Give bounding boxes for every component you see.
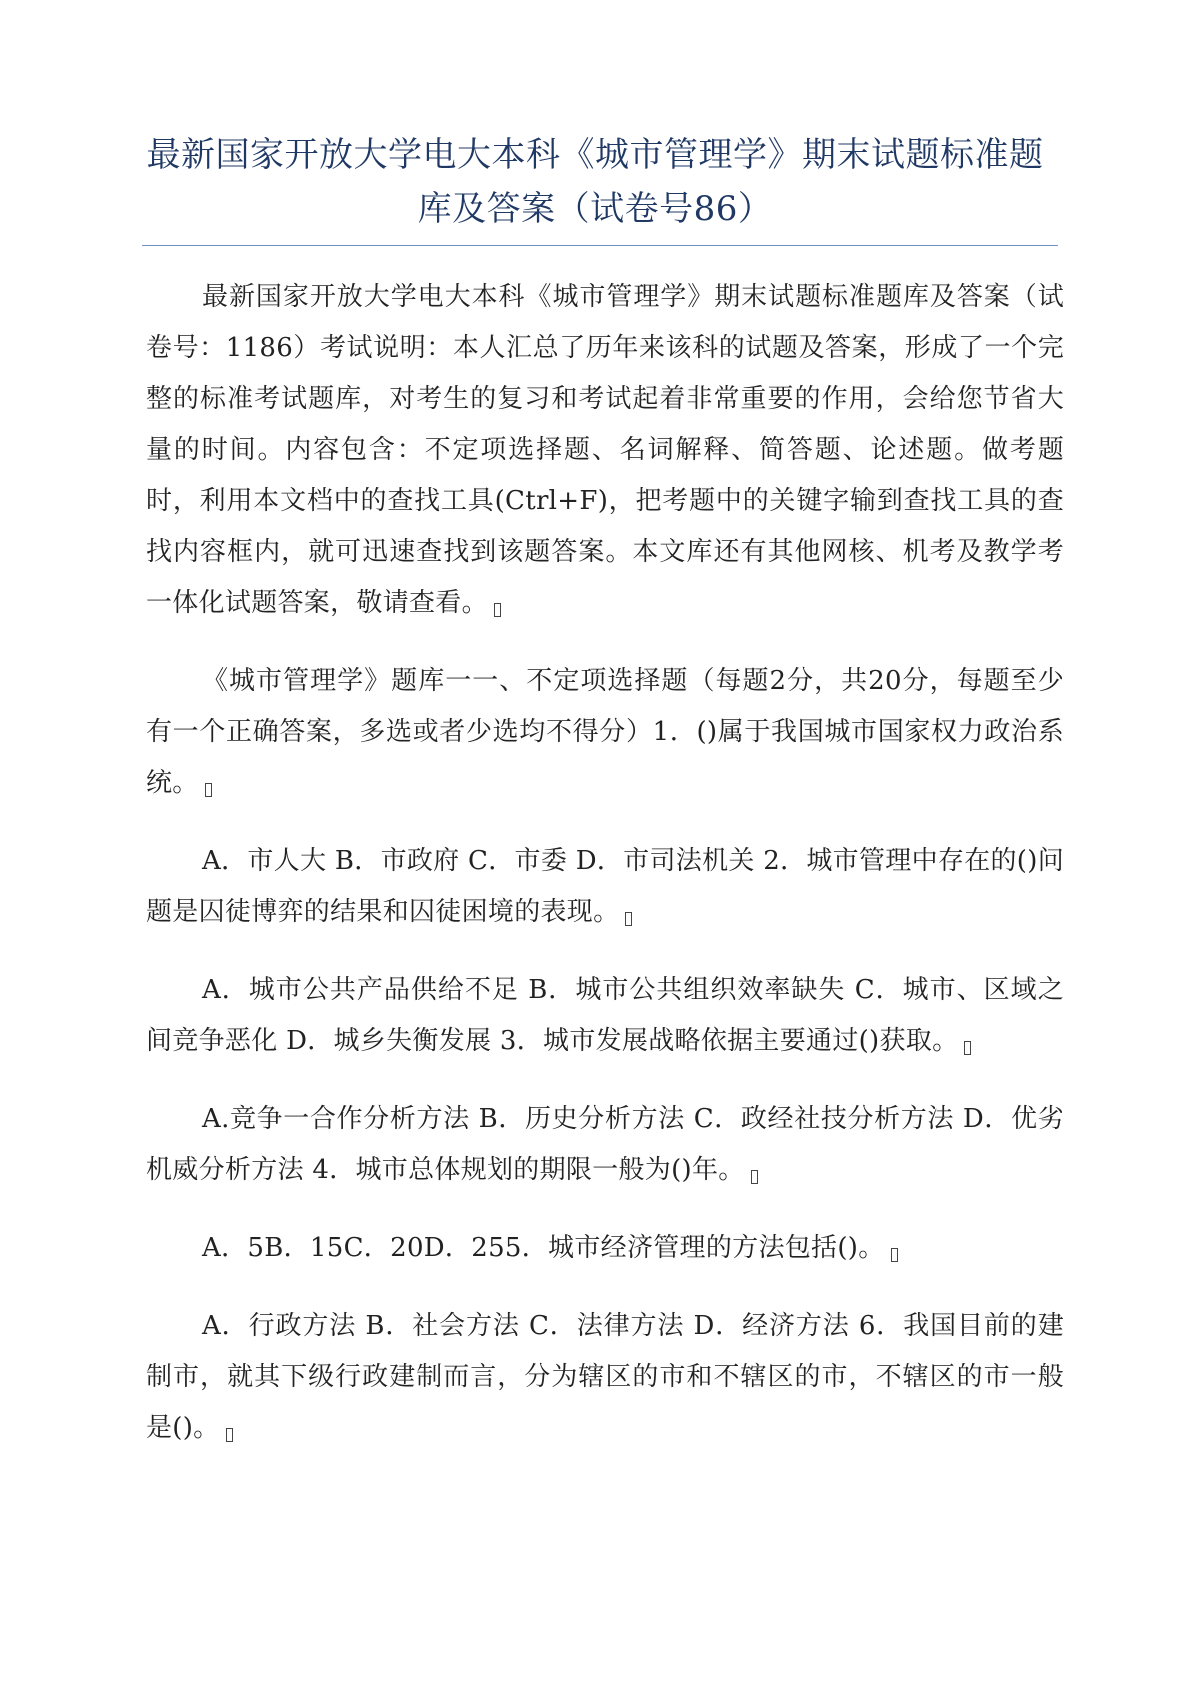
paragraph-text: A．5B．15C．20D．255．城市经济管理的方法包括()。 [202, 1233, 885, 1263]
intro-paragraph [146, 272, 1064, 629]
document-title: 最新国家开放大学电大本科《城市管理学》期末试题标准题库及答案（试卷号86） [146, 135, 1044, 229]
paragraph-text: A.竞争一合作分析方法 B．历史分析方法 C．政经社技分析方法 D．优劣机威分析方法 4．城市总体规划的期限一般为()年。 [146, 1104, 1064, 1185]
paragraph-mark-icon [891, 1248, 898, 1262]
document-body [146, 272, 1064, 1481]
paragraph-mark-icon [751, 1170, 758, 1184]
question-paragraph [146, 1094, 1064, 1196]
paragraph-mark-icon [494, 603, 501, 617]
paragraph-mark-icon [964, 1041, 971, 1055]
question-paragraph [146, 656, 1064, 809]
paragraph-text: 最新国家开放大学电大本科《城市管理学》期末试题标准题库及答案（试卷号：1186）考试说明：本人汇总了历年来该科的试题及答案，形成了一个完整的标准考试题库，对考生的复习和考试起着非常重要的作用，会给您节省大量的时间。内容包含：不定项选择题、名词解释、简答题、论述题。做考题时，利用本文档中的查找工具(Ctrl+F)，把考题中的关键字输到查找工具的查找内容框内，就可迅速查找到该题答案。本文库还有其他网核、机考及教学考一体化试题答案，敬请查看。 [146, 282, 1064, 618]
question-paragraph [146, 1223, 1064, 1274]
paragraph-text: A．行政方法 B．社会方法 C．法律方法 D．经济方法 6．我国目前的建制市，就其下级行政建制而言，分为辖区的市和不辖区的市，不辖区的市一般是()。 [146, 1311, 1064, 1443]
question-paragraph [146, 1301, 1064, 1454]
paragraph-text: A．市人大 B．市政府 C．市委 D．市司法机关 2．城市管理中存在的()问题是囚徒博弈的结果和囚徒困境的表现。 [146, 846, 1064, 927]
paragraph-mark-icon [205, 783, 212, 797]
paragraph-text: 《城市管理学》题库一一、不定项选择题（每题2分，共20分，每题至少有一个正确答案，多选或者少选均不得分）1．()属于我国城市国家权力政治系统。 [146, 666, 1064, 798]
title-divider [142, 245, 1058, 246]
question-paragraph [146, 836, 1064, 938]
paragraph-mark-icon [625, 912, 632, 926]
paragraph-text: A．城市公共产品供给不足 B．城市公共组织效率缺失 C．城市、区域之间竞争恶化 D．城乡失衡发展 3．城市发展战略依据主要通过()获取。 [146, 975, 1064, 1056]
question-paragraph [146, 965, 1064, 1067]
paragraph-mark-icon [226, 1428, 233, 1442]
